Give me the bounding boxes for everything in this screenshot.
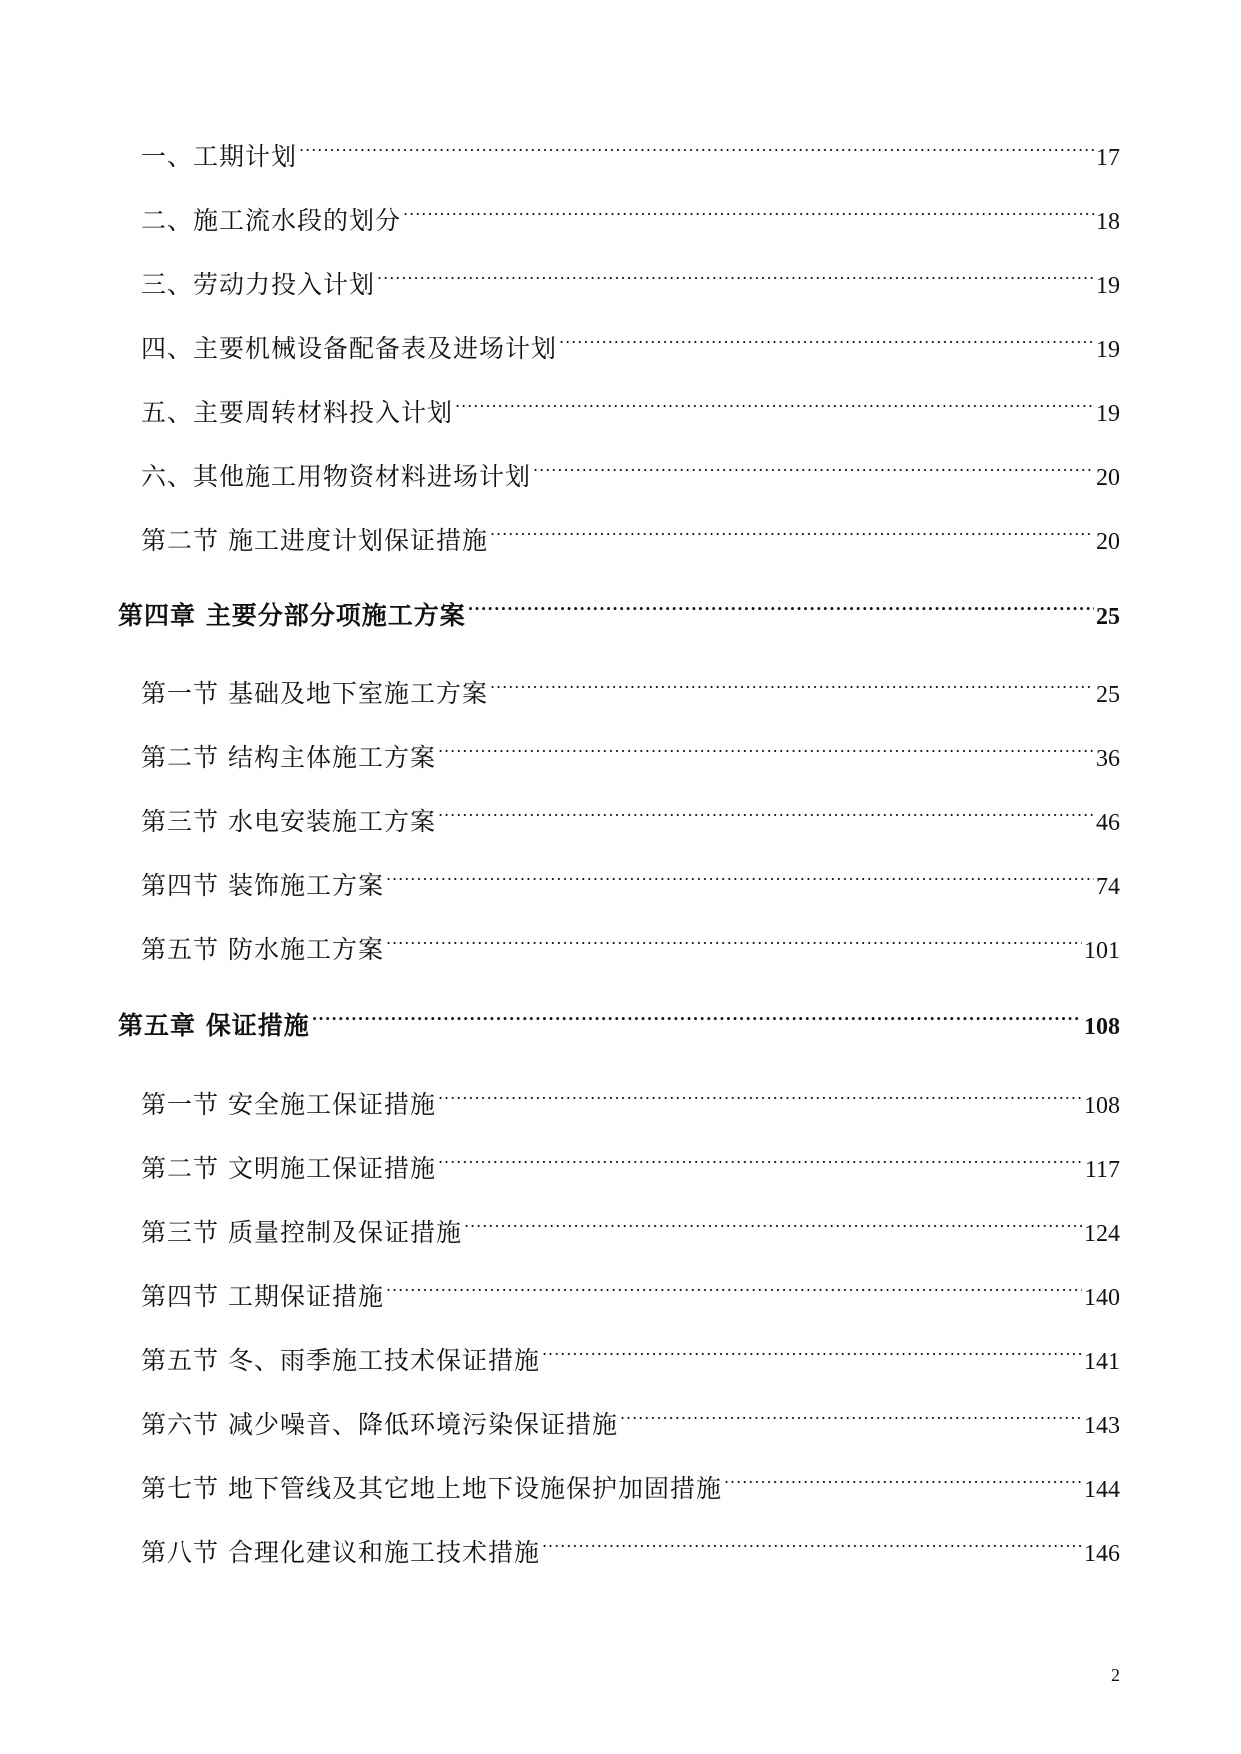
page-number: 2 (1111, 1665, 1120, 1685)
toc-entry[interactable] (141, 199, 1120, 237)
dot-leader (464, 1211, 1082, 1241)
dot-leader (438, 1083, 1082, 1113)
toc-entry-label: 一、工期计划 (141, 142, 298, 171)
toc-entry[interactable] (141, 1211, 1120, 1249)
dot-leader (490, 672, 1094, 702)
dot-leader (386, 928, 1082, 958)
toc-entry-label: 二、施工流水段的划分 (141, 206, 402, 235)
toc-entry-label: 五、主要周转材料投入计划 (141, 398, 454, 427)
toc-entry[interactable] (141, 736, 1120, 774)
toc-entry-page: 141 (1084, 1349, 1120, 1375)
toc-entry-page: 20 (1096, 465, 1120, 491)
toc-entry[interactable] (141, 928, 1120, 966)
toc-entry-label: 六、其他施工用物资材料进场计划 (141, 462, 532, 491)
toc-entry[interactable] (141, 1467, 1120, 1505)
toc-entry-label: 三、劳动力投入计划 (141, 270, 376, 299)
toc-entry[interactable] (141, 135, 1120, 173)
toc-entry-page: 19 (1096, 337, 1120, 363)
toc-entry[interactable] (141, 1083, 1120, 1121)
toc-entry-page: 20 (1096, 529, 1120, 555)
toc-entry-page: 25 (1096, 682, 1120, 708)
toc-chapter-entry[interactable] (118, 1004, 1120, 1042)
toc-entry-page: 17 (1096, 145, 1120, 171)
toc-entry-label: 第三节 水电安装施工方案 (141, 807, 436, 836)
toc-entry-page: 124 (1084, 1221, 1120, 1247)
dot-leader (455, 391, 1094, 421)
toc-entry[interactable] (141, 1403, 1120, 1441)
toc-entry-page: 101 (1084, 938, 1120, 964)
dot-leader (386, 1275, 1082, 1305)
toc-entry-label: 第二节 结构主体施工方案 (141, 743, 436, 772)
dot-leader (438, 1147, 1083, 1177)
toc-entry[interactable] (141, 455, 1120, 493)
toc-entry-page: 18 (1096, 209, 1120, 235)
toc-entry[interactable] (141, 391, 1120, 429)
toc-entry-label: 第一节 安全施工保证措施 (141, 1090, 436, 1119)
toc-entry-page: 74 (1096, 874, 1120, 900)
dot-leader (299, 135, 1094, 165)
toc-chapter-entry[interactable] (118, 594, 1120, 632)
toc-chapter-label: 第五章 保证措施 (118, 1011, 310, 1040)
toc-entry-label: 第四节 工期保证措施 (141, 1282, 384, 1311)
toc-entry-page: 117 (1084, 1157, 1120, 1183)
toc-entry[interactable] (141, 327, 1120, 365)
toc-entry-label: 第二节 施工进度计划保证措施 (141, 526, 488, 555)
toc-entry-page: 143 (1084, 1413, 1120, 1439)
toc-entry[interactable] (141, 800, 1120, 838)
toc-entry-page: 46 (1096, 810, 1120, 836)
toc-entry[interactable] (141, 519, 1120, 557)
dot-leader (312, 1004, 1082, 1034)
toc-entry-label: 第六节 减少噪音、降低环境污染保证措施 (141, 1410, 618, 1439)
toc-entry-label: 第四节 装饰施工方案 (141, 871, 384, 900)
toc-entry-label: 第一节 基础及地下室施工方案 (141, 679, 488, 708)
toc-entry-page: 144 (1084, 1477, 1120, 1503)
toc-entry-label: 第二节 文明施工保证措施 (141, 1154, 436, 1183)
toc-entry-label: 第七节 地下管线及其它地上地下设施保护加固措施 (141, 1474, 722, 1503)
toc-entry[interactable] (141, 263, 1120, 301)
toc-entry[interactable] (141, 1147, 1120, 1185)
toc-entry-page: 140 (1084, 1285, 1120, 1311)
toc-entry-label: 第八节 合理化建议和施工技术措施 (141, 1538, 540, 1567)
toc-entry[interactable] (141, 672, 1120, 710)
toc-entry-page: 108 (1084, 1093, 1120, 1119)
dot-leader (542, 1339, 1082, 1369)
toc-entry-page: 25 (1096, 604, 1120, 630)
toc-entry[interactable] (141, 864, 1120, 902)
toc-entry-page: 146 (1084, 1541, 1120, 1567)
toc-entry-label: 第三节 质量控制及保证措施 (141, 1218, 462, 1247)
dot-leader (377, 263, 1094, 293)
dot-leader (490, 519, 1094, 549)
toc-entry-label: 第五节 冬、雨季施工技术保证措施 (141, 1346, 540, 1375)
toc-entry-label: 四、主要机械设备配备表及进场计划 (141, 334, 558, 363)
dot-leader (542, 1531, 1082, 1561)
dot-leader (533, 455, 1094, 485)
toc-entry-label: 第五节 防水施工方案 (141, 935, 384, 964)
dot-leader (724, 1467, 1082, 1497)
toc-entry-page: 36 (1096, 746, 1120, 772)
dot-leader (438, 800, 1094, 830)
toc-entry[interactable] (141, 1339, 1120, 1377)
toc-entry[interactable] (141, 1531, 1120, 1569)
toc-entry-page: 108 (1084, 1014, 1120, 1040)
dot-leader (620, 1403, 1082, 1433)
dot-leader (559, 327, 1094, 357)
dot-leader (468, 594, 1094, 624)
toc-entry-page: 19 (1096, 273, 1120, 299)
dot-leader (386, 864, 1094, 894)
toc-entry[interactable] (141, 1275, 1120, 1313)
toc-entry-page: 19 (1096, 401, 1120, 427)
dot-leader (438, 736, 1094, 766)
toc-chapter-label: 第四章 主要分部分项施工方案 (118, 601, 466, 630)
dot-leader (403, 199, 1094, 229)
